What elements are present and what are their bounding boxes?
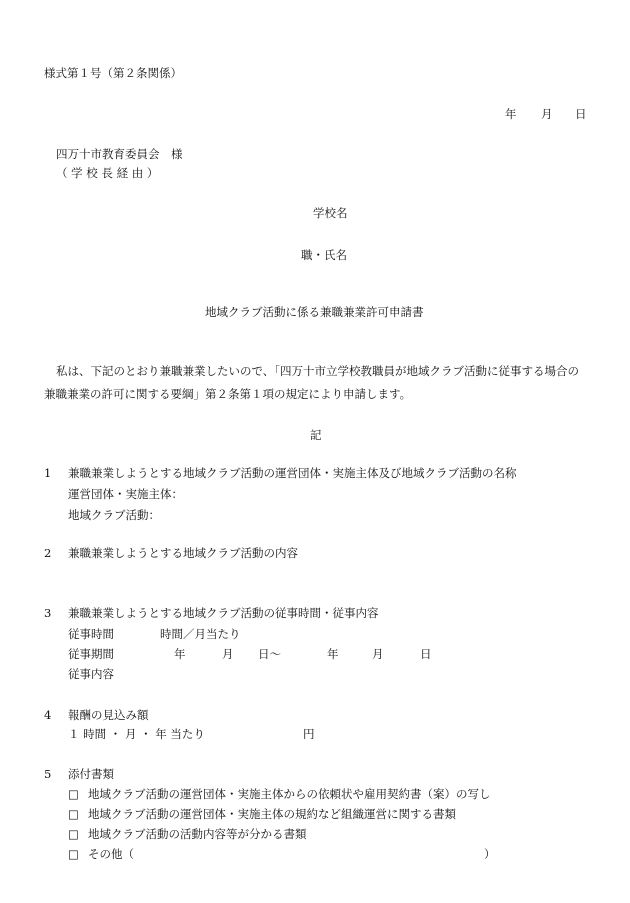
- checkbox-icon[interactable]: □: [68, 847, 79, 861]
- date-year: 年: [505, 107, 517, 121]
- period-year-end: 年: [327, 647, 339, 661]
- date-month: 月: [541, 107, 553, 121]
- section-5-title: 添付書類: [68, 767, 114, 781]
- work-period-label: 従事期間: [68, 647, 114, 661]
- attachment-label: その他（: [88, 847, 134, 861]
- attachment-label: 地域クラブ活動の運営団体・実施主体の規約など組織運営に関する書類: [88, 807, 456, 821]
- section-3-title: 兼職兼業しようとする地域クラブ活動の従事時間・従事内容: [68, 606, 379, 620]
- period-year-start: 年: [174, 647, 186, 661]
- checkbox-icon[interactable]: □: [68, 787, 79, 801]
- other-close-paren: ）: [484, 847, 496, 861]
- work-hours-label: 従事時間: [68, 627, 114, 641]
- period-month-start: 月: [222, 647, 234, 661]
- period-month-end: 月: [372, 647, 384, 661]
- section-4-title: 報酬の見込み額: [68, 708, 149, 722]
- school-name-label: 学校名: [313, 206, 348, 220]
- section-5-number: 5: [44, 767, 52, 781]
- via-principal: （ 学 校 長 経 由 ）: [56, 166, 159, 180]
- section-4-number: 4: [44, 708, 52, 722]
- ki-heading: 記: [310, 428, 322, 442]
- checkbox-icon[interactable]: □: [68, 807, 79, 821]
- position-name-label: 職・氏名: [301, 248, 347, 262]
- section-1-number: 1: [44, 466, 52, 480]
- compensation-unit-line: １ 時間 ・ 月 ・ 年 当たり: [68, 727, 205, 741]
- work-content-label: 従事内容: [68, 667, 114, 681]
- attachment-label: 地域クラブ活動の運営団体・実施主体からの依頼状や雇用契約書（案）の写し: [88, 787, 491, 801]
- section-1-club-label: 地域クラブ活動：: [68, 508, 160, 522]
- section-1-title: 兼職兼業しようとする地域クラブ活動の運営団体・実施主体及び地域クラブ活動の名称: [68, 466, 517, 480]
- section-2-title: 兼職兼業しようとする地域クラブ活動の内容: [68, 546, 298, 560]
- compensation-yen: 円: [303, 727, 315, 741]
- work-hours-unit: 時間／月当たり: [160, 627, 241, 641]
- period-day-start: 日～: [258, 647, 281, 661]
- checkbox-icon[interactable]: □: [68, 827, 79, 841]
- addressee: 四万十市教育委員会 様: [56, 147, 183, 161]
- attachment-label: 地域クラブ活動の活動内容等が分かる書類: [88, 827, 307, 841]
- attachment-item: [68, 849, 134, 861]
- attachment-item: [68, 809, 456, 821]
- form-number: 様式第１号（第２条関係）: [44, 66, 182, 80]
- section-2-number: 2: [44, 546, 52, 560]
- intro-paragraph: 私は、下記のとおり兼職兼業したいので、「四万十市立学校教職員が地域クラブ活動に従事する場合の兼職兼業の許可に関する要綱」第２条第１項の規定により申請します。: [44, 364, 580, 401]
- period-day-end: 日: [420, 647, 432, 661]
- section-1-organizer-label: 運営団体・実施主体：: [68, 487, 183, 501]
- attachment-item: [68, 829, 307, 841]
- section-3-number: 3: [44, 606, 52, 620]
- attachment-item: [68, 789, 491, 801]
- document-title: 地域クラブ活動に係る兼職兼業許可申請書: [205, 305, 424, 319]
- date-day: 日: [575, 107, 587, 121]
